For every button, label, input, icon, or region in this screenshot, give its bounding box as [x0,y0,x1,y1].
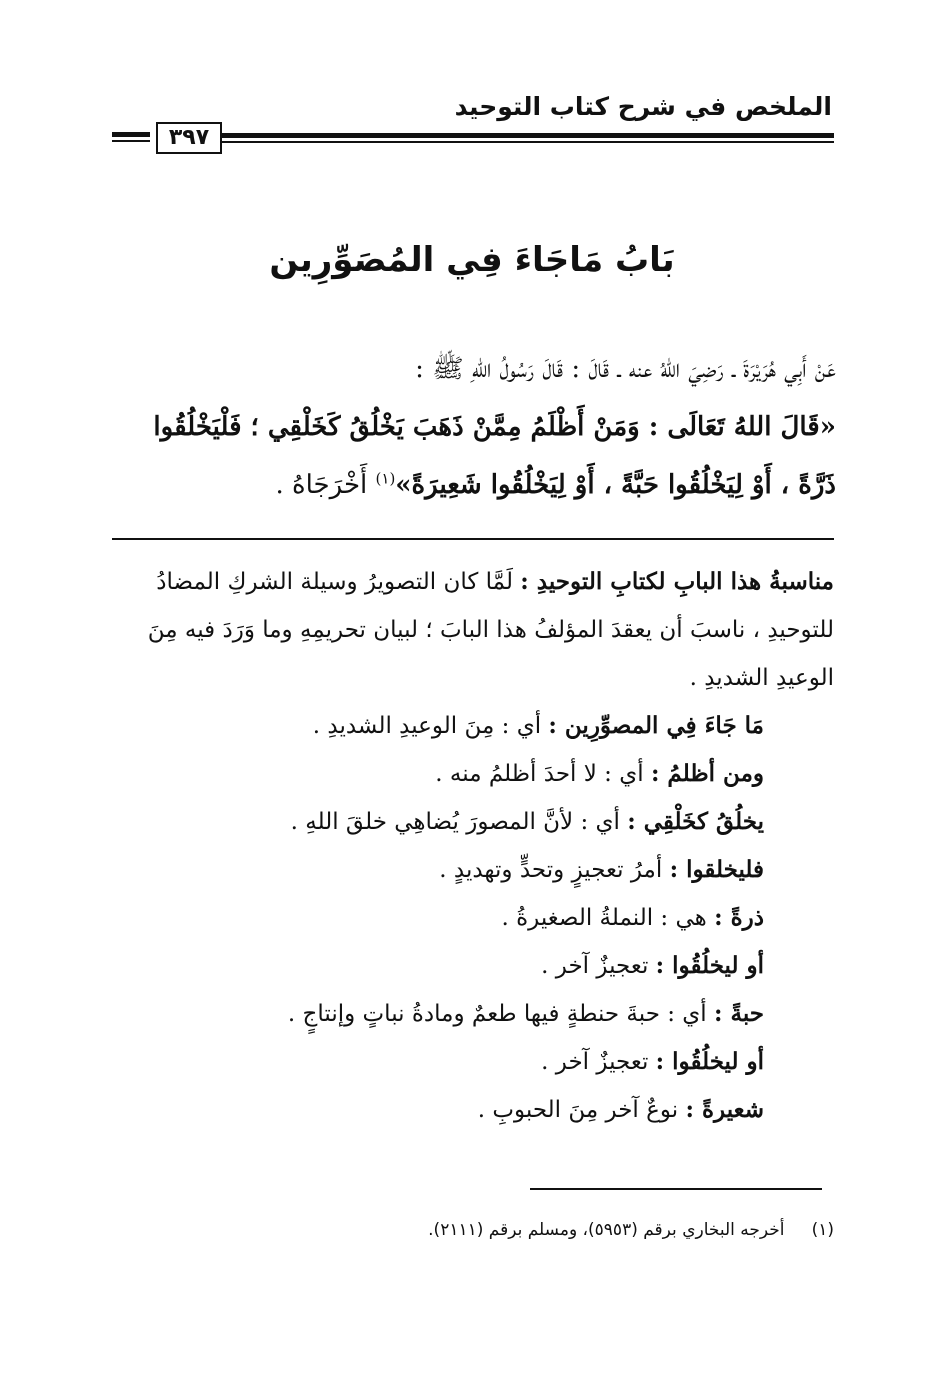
footnote-ref-marker: (١) [375,469,396,488]
gloss-item [164,894,764,942]
gloss-definition: تعجيزٌ آخر . [541,953,656,979]
gloss-item [164,846,764,894]
running-title: الملخص في شرح كتاب التوحيد [454,92,832,121]
gloss-term: ذرةً : [714,904,764,931]
gloss-definition: أي : حبةَ حنطةٍ فيها طعمٌ ومادةُ نباتٍ وإنتاجٍ . [287,1001,714,1027]
header-rule-short-thick [112,132,150,137]
gloss-definition: نوعٌ آخر مِنَ الحبوبِ . [477,1097,686,1123]
gloss-term: مَا جَاءَ فِي المصوِّرِين : [548,712,764,739]
relevance-text: لَمَّا كان التصويرُ وسيلة الشركِ المضادُ للتوحيدِ ، ناسبَ أن يعقدَ المؤلفُ هذا البابَ ؛ لبيان تحريمِهِ وما وَرَدَ فيه مِنَ الوعيدِ الشديدِ . [147,569,834,691]
hadith-closing: أَخْرَجَاهُ . [275,470,376,500]
hadith-quote-line-2-wrap [108,456,836,514]
gloss-item [164,990,764,1038]
relevance-paragraph [110,558,834,702]
gloss-term: أو ليخلُقُوا : [655,1048,764,1075]
chapter-title: بَابُ مَاجَاءَ فِي المُصَوِّرِين [269,240,675,280]
gloss-term: ومن أظلمُ : [650,760,764,787]
gloss-term: أو ليخلُقُوا : [655,952,764,979]
hadith-quote-line-1: «قَالَ اللهُ تَعَالَى : وَمَنْ أَظْلَمُ مِمَّنْ ذَهَبَ يَخْلُقُ كَخَلْقِي ؛ فَلْيَخْلُقُوا [153,412,836,442]
gloss-item [164,798,764,846]
commentary-relevance [110,558,834,702]
gloss-definition: أي : لا أحدَ أظلمُ منه . [435,761,651,787]
gloss-definition: أي : مِنَ الوعيدِ الشديدِ . [312,713,549,739]
gloss-term: حبةً : [714,1000,764,1027]
gloss-term: فليخلقوا : [669,856,764,883]
gloss-item [164,1086,764,1134]
gloss-item [164,750,764,798]
gloss-term: يخلُقُ كخَلْقِي : [627,808,764,835]
hadith-quote-line-2: ذَرَّةً ، أَوْ لِيَخْلُقُوا حَبَّةً ، أَوْ لِيَخْلُقُوا شَعِيرَةً» [395,470,836,500]
gloss-definition: أمرُ تعجيزٍ وتحدٍّ وتهديدٍ . [439,857,670,883]
footnote-spacer [790,1220,806,1240]
header-rule [112,118,834,154]
hadith-narration: عَنْ أَبِي هُرَيْرَةَ ـ رَضِيَ اللهُ عنه ـ قَالَ : قَالَ رَسُولُ اللهِ ﷺ : [415,354,836,384]
footnote-text: أخرجه البخاري برقم (٥٩٥٣)، ومسلم برقم (٢١١١). [428,1220,785,1240]
header-rule-thick [222,133,834,138]
footnote-marker: (١) [811,1220,834,1240]
footnote-rule [530,1188,822,1190]
hadith-text [108,340,836,514]
gloss-list [164,702,764,1134]
footnote [428,1220,834,1240]
gloss-definition: أي : لأنَّ المصورَ يُضاهِي خلقَ اللهِ . [290,809,628,835]
gloss-item [164,702,764,750]
page-number: ٣٩٧ [156,122,222,154]
gloss-item [164,942,764,990]
gloss-item [164,1038,764,1086]
gloss-definition: تعجيزٌ آخر . [541,1049,656,1075]
gloss-term: شعيرةً : [685,1096,764,1123]
relevance-heading: مناسبةُ هذا البابِ لكتابِ التوحيدِ : [520,568,834,595]
header-rule-thin [222,141,834,143]
section-separator [112,538,834,540]
header-rule-short-thin [112,140,150,142]
gloss-definition: هي : النملةُ الصغيرةُ . [501,905,715,931]
